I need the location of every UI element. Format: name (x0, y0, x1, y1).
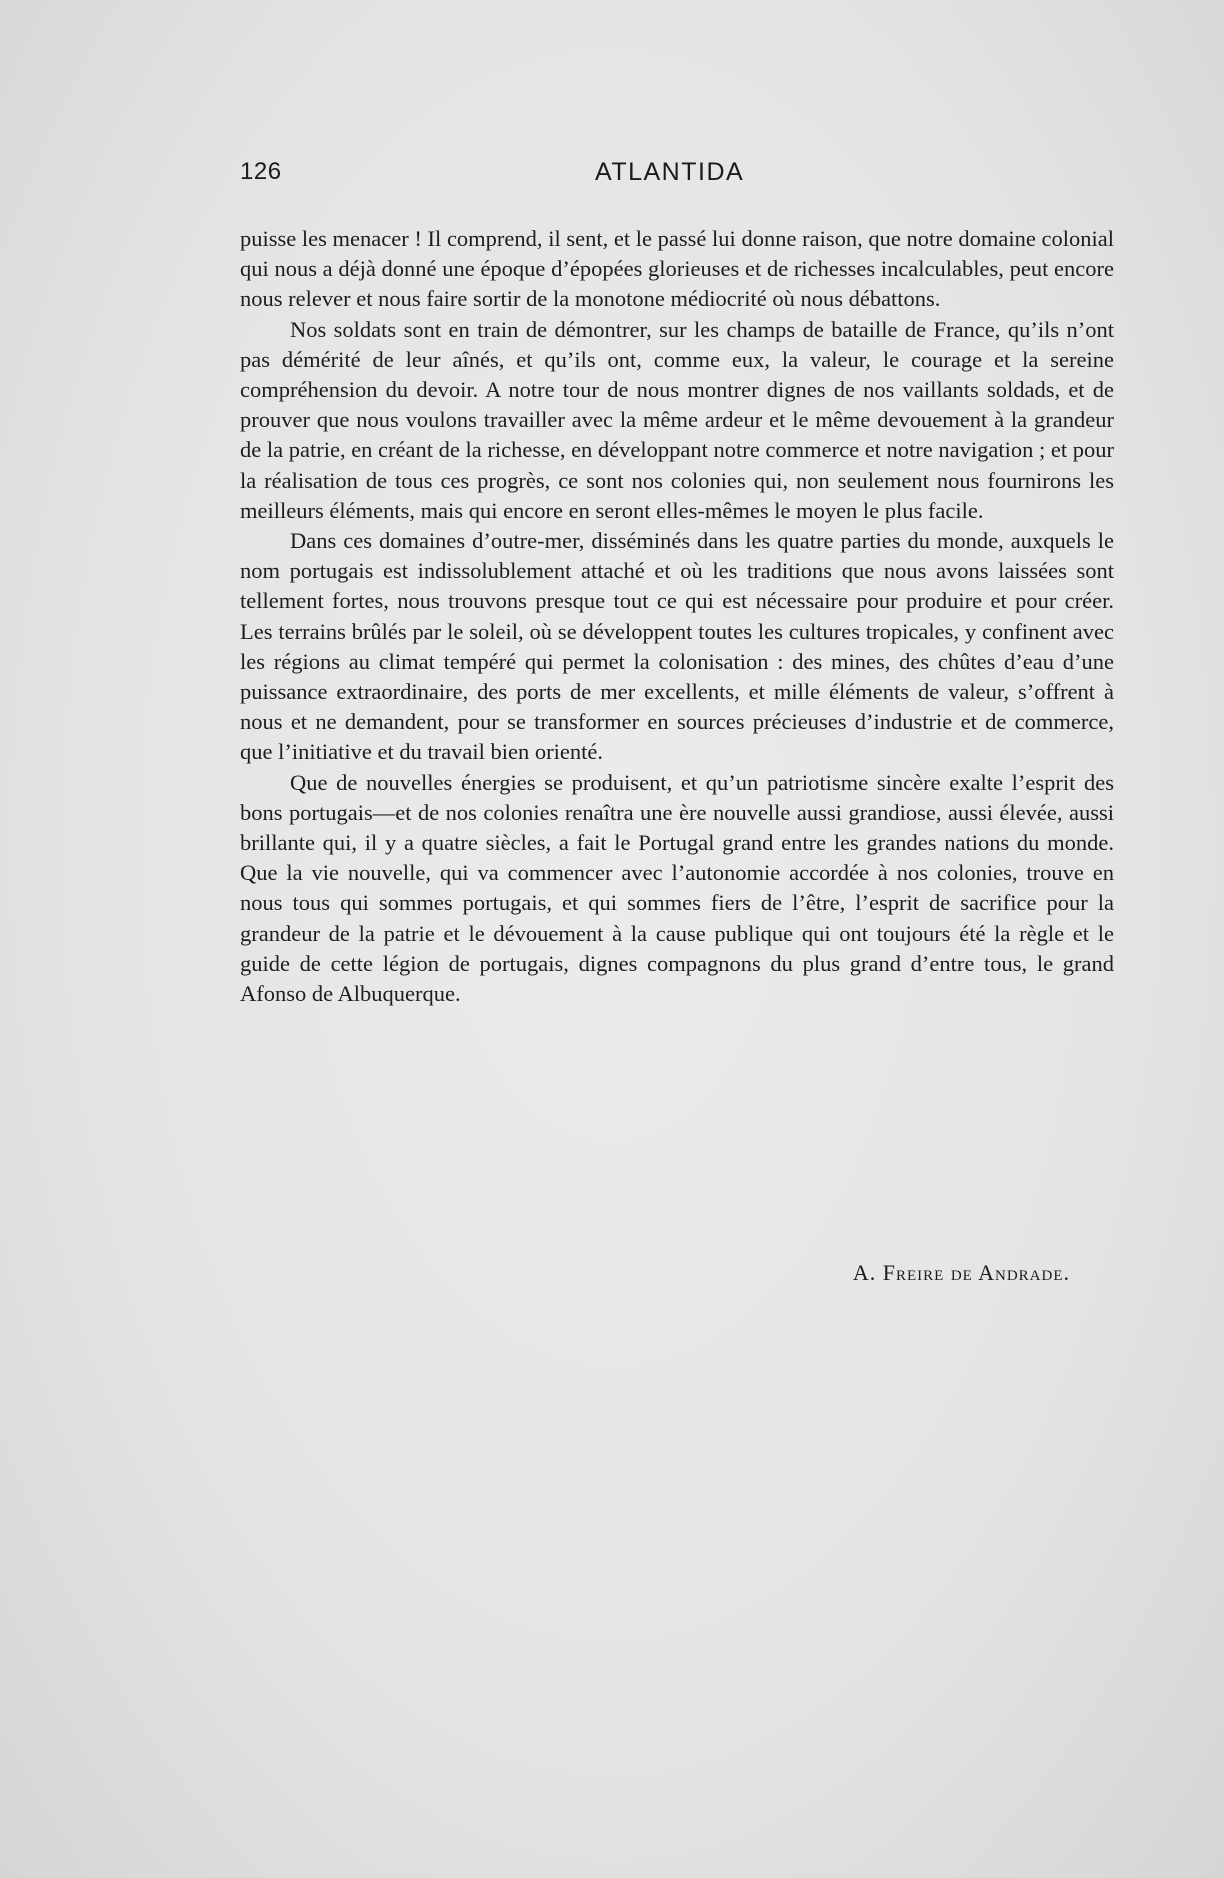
page-number: 126 (240, 158, 282, 185)
author-signature: A. Freire de Andrade. (852, 1260, 1070, 1285)
paragraph-3: Dans ces domaines d’outre-mer, disséminés dans les quatre parties du monde, auxquels le nom portugais est indissolublement attaché et où les traditions que nous avons laissées sont tellement fortes, nous trouvons presque tout ce qui est nécessaire pour produire et pour créer. Les terrains brûlés par le soleil, où se développent toutes les cultures tropicales, y confinent avec les régions au climat tempéré qui permet la colonisation : des mines, des chûtes d’eau d’une puissance extraordinaire, des ports de mer excellents, et mille éléments de valeur, s’offrent à nous et ne demandent, pour se transformer en sources précieuses d’industrie et de commerce, que l’initiative et du travail bien orienté. (240, 528, 1114, 765)
paragraph-1: puisse les menacer ! Il comprend, il sent, et le passé lui donne raison, que notre domaine colonial qui nous a déjà donné une époque d’épopées glorieuses et de richesses incalculables, peut encore nous relever et nous faire sortir de la monotone médiocrité où nous débattons. (240, 226, 1114, 312)
paragraph-4: Que de nouvelles énergies se produisent, et qu’un patriotisme sincère exalte l’esprit des bons portugais—et de nos colonies renaîtra une ère nouvelle aussi grandiose, aussi élevée, aussi brillante qui, il y a quatre siècles, a fait le Portugal grand entre les grandes nations du monde. Que la vie nouvelle, qui va commencer avec l’autonomie accordée à nos colonies, trouve en nous tous qui sommes portugais, et qui sommes fiers de l’être, l’esprit de sacrifice pour la grandeur de la patrie et le dévouement à la cause publique qui ont toujours été la règle et le guide de cette légion de portugais, dignes compagnons du plus grand d’entre tous, le grand Afonso de Albuquerque. (240, 769, 1114, 1007)
article-body (240, 224, 1114, 1009)
page-header (240, 158, 1120, 192)
paragraph-2: Nos soldats sont en train de démontrer, sur les champs de bataille de France, qu’ils n’ont pas démérité de leur aînés, et qu’ils ont, comme eux, la valeur, le courage et la sereine compréhension du devoir. A notre tour de nous montrer dignes de nos vaillants soldads, et de prouver que nous voulons travailler avec la même ardeur et le même devouement à la grandeur de la patrie, en créant de la richesse, en développant notre commerce et notre navigation ; et pour la réalisation de tous ces progrès, ce sont nos colonies qui, non seulement nous fournirons les meilleurs éléments, mais qui encore en seront elles-mêmes le moyen le plus facile. (240, 316, 1114, 523)
running-title: ATLANTIDA (595, 158, 745, 186)
